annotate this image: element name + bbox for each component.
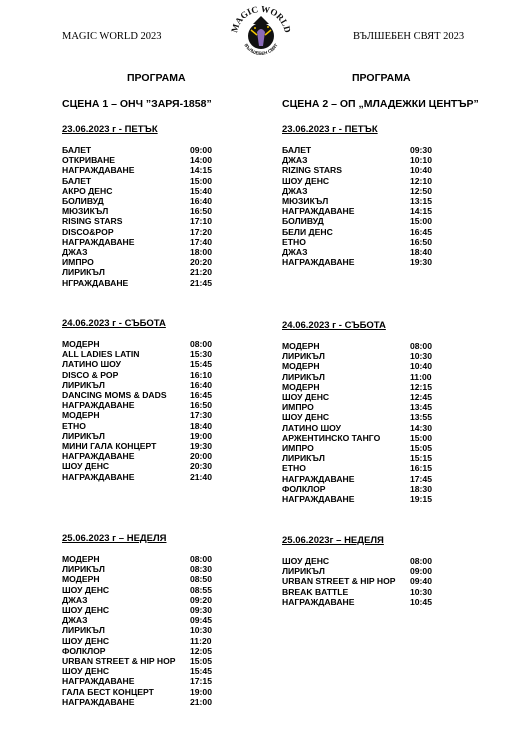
performance-time: 18:40 — [190, 420, 212, 431]
schedule-row — [62, 636, 242, 646]
performance-time: 08:00 — [190, 554, 212, 564]
performance-time: 19:30 — [410, 257, 432, 268]
performance-time: 10:45 — [410, 596, 432, 607]
performance-category: RISING STARS — [62, 216, 123, 227]
schedule-row — [282, 216, 462, 226]
performance-category: ШОУ ДЕНС — [62, 635, 110, 646]
stage2-day-25 — [282, 535, 462, 607]
performance-time: 16:50 — [190, 206, 212, 217]
performance-category: ГАЛА БЕСТ КОНЦЕРТ — [62, 686, 154, 697]
performance-time: 17:30 — [190, 410, 212, 421]
schedule-row — [62, 605, 242, 615]
schedule-row — [62, 554, 242, 564]
schedule-row — [282, 351, 462, 361]
performance-category: ЛИРИКЪЛ — [282, 453, 325, 464]
schedule-row — [282, 402, 462, 412]
performance-time: 16:50 — [410, 236, 432, 247]
schedule-row — [62, 247, 242, 257]
svg-text:ВЪЛШЕБЕН СВЯТ: ВЪЛШЕБЕН СВЯТ — [243, 42, 279, 56]
performance-time: 10:30 — [410, 586, 432, 597]
schedule-row — [62, 431, 242, 441]
performance-category: ДЖАЗ — [282, 247, 308, 258]
performance-category: ЛИРИКЪЛ — [282, 351, 325, 362]
performance-category: АРЖЕНТИНСКО ТАНГО — [282, 432, 381, 443]
schedule-row — [282, 372, 462, 382]
schedule-row — [62, 278, 242, 288]
performance-category: ЛИРИКЪЛ — [62, 379, 105, 390]
schedule-row — [282, 576, 462, 586]
schedule-row — [62, 196, 242, 206]
schedule-row — [62, 687, 242, 697]
schedule-row — [282, 597, 462, 607]
schedule-list — [62, 339, 242, 482]
header-event-name-bg: ВЪЛШЕБЕН СВЯТ 2023 — [353, 31, 465, 42]
performance-category: ШОУ ДЕНС — [282, 175, 330, 186]
performance-time: 15:40 — [190, 185, 212, 196]
performance-category: ALL LADIES LATIN — [62, 349, 140, 360]
performance-category: ШОУ ДЕНС — [282, 392, 330, 403]
performance-time: 21:00 — [190, 696, 212, 707]
performance-category: НАГРАЖДАВАНЕ — [282, 473, 355, 484]
performance-category: МОДЕРН — [282, 361, 320, 372]
schedule-row — [62, 145, 242, 155]
schedule-row — [62, 676, 242, 686]
performance-time: 11:00 — [410, 371, 432, 382]
performance-category: ШОУ ДЕНС — [62, 584, 110, 595]
performance-category: ФОЛКЛОР — [62, 645, 106, 656]
performance-time: 12:45 — [410, 392, 432, 403]
header-event-name-en: MAGIC WORLD 2023 — [62, 31, 162, 42]
schedule-row — [62, 646, 242, 656]
schedule-row — [282, 587, 462, 597]
performance-time: 20:20 — [190, 257, 212, 268]
performance-category: ЛИРИКЪЛ — [62, 267, 105, 278]
performance-time: 13:55 — [410, 412, 432, 423]
performance-time: 16:40 — [190, 379, 212, 390]
performance-time: 16:45 — [410, 226, 432, 237]
performance-time: 14:15 — [190, 165, 212, 176]
schedule-list — [282, 145, 462, 267]
performance-category: МОДЕРН — [62, 339, 100, 349]
performance-category: ДЖАЗ — [282, 155, 308, 166]
performance-category: АКРО ДЕНС — [62, 185, 113, 196]
performance-time: 09:30 — [410, 145, 432, 155]
schedule-row — [282, 566, 462, 576]
performance-time: 14:00 — [190, 155, 212, 166]
performance-time: 14:30 — [410, 422, 432, 433]
performance-time: 15:30 — [190, 349, 212, 360]
performance-category: DISCO & POP — [62, 369, 119, 380]
performance-category: БОЛИВУД — [282, 216, 324, 227]
performance-time: 09:40 — [410, 576, 432, 587]
schedule-list — [282, 341, 462, 504]
performance-time: 15:05 — [410, 443, 432, 454]
performance-time: 10:40 — [410, 361, 432, 372]
performance-category: URBAN STREET & HIP HOP — [62, 656, 176, 667]
performance-category: НАГРАЖДАВАНЕ — [62, 451, 135, 462]
performance-category: ЛИРИКЪЛ — [62, 564, 105, 575]
schedule-row — [62, 155, 242, 165]
performance-time: 15:45 — [190, 359, 212, 370]
schedule-row — [282, 155, 462, 165]
performance-category: БАЛЕТ — [282, 145, 312, 155]
schedule-list — [282, 556, 462, 607]
schedule-row — [282, 423, 462, 433]
schedule-row — [282, 227, 462, 237]
performance-time: 18:00 — [190, 247, 212, 258]
schedule-list — [62, 145, 242, 288]
performance-category: ДЖАЗ — [62, 247, 88, 258]
stage1-program-title: ПРОГРАМА — [127, 72, 186, 84]
performance-time: 15:05 — [190, 656, 212, 667]
performance-time: 18:30 — [410, 483, 432, 494]
performance-time: 19:30 — [190, 441, 212, 452]
performance-time: 08:00 — [410, 341, 432, 351]
performance-time: 15:00 — [410, 216, 432, 227]
schedule-row — [282, 361, 462, 371]
schedule-row — [62, 451, 242, 461]
performance-category: ЛИРИКЪЛ — [62, 625, 105, 636]
performance-time: 10:30 — [190, 625, 212, 636]
performance-category: МИНИ ГАЛА КОНЦЕРТ — [62, 441, 157, 452]
schedule-row — [62, 237, 242, 247]
day-title: 24.06.2023 г - СЪБОТА — [282, 320, 386, 331]
day-title: 25.06.2023 г – НЕДЕЛЯ — [62, 533, 167, 544]
performance-time: 21:45 — [190, 277, 212, 288]
performance-category: BREAK BATTLE — [282, 586, 349, 597]
magic-world-logo — [229, 2, 293, 66]
performance-category: МОДЕРН — [62, 574, 100, 585]
performance-category: ЕТНО — [282, 236, 306, 247]
schedule-row — [62, 564, 242, 574]
performance-time: 13:15 — [410, 196, 432, 207]
schedule-row — [282, 237, 462, 247]
stage1-day-24 — [62, 318, 242, 482]
day-title: 25.06.2023г – НЕДЕЛЯ — [282, 535, 384, 546]
performance-category: ЛИРИКЪЛ — [282, 566, 325, 577]
schedule-row — [282, 412, 462, 422]
performance-time: 18:40 — [410, 247, 432, 258]
stage1-day-23 — [62, 124, 242, 288]
performance-category: НАГРАЖДАВАНЕ — [282, 494, 355, 505]
stage2-day-23 — [282, 124, 462, 267]
schedule-row — [282, 556, 462, 566]
performance-category: БАЛЕТ — [62, 145, 92, 155]
performance-time: 08:00 — [190, 339, 212, 349]
stage2-day-24 — [282, 320, 462, 504]
svg-text:MAGIC WORLD: MAGIC WORLD — [229, 3, 293, 34]
schedule-row — [62, 390, 242, 400]
performance-category: ФОЛКЛОР — [282, 483, 326, 494]
schedule-row — [282, 186, 462, 196]
schedule-row — [62, 186, 242, 196]
performance-time: 08:50 — [190, 574, 212, 585]
performance-time: 13:45 — [410, 402, 432, 413]
performance-time: 09:45 — [190, 615, 212, 626]
schedule-row — [282, 165, 462, 175]
schedule-row — [62, 400, 242, 410]
performance-category: ЕТНО — [62, 420, 86, 431]
schedule-row — [282, 247, 462, 257]
performance-category: URBAN STREET & HIP HOP — [282, 576, 396, 587]
performance-category: ДЖАЗ — [62, 594, 88, 605]
schedule-row — [62, 574, 242, 584]
schedule-row — [62, 206, 242, 216]
stage1-title: СЦЕНА 1 – ОНЧ ”ЗАРЯ-1858” — [62, 98, 212, 110]
schedule-row — [62, 421, 242, 431]
performance-time: 16:45 — [190, 390, 212, 401]
performance-category: ИМПРО — [282, 402, 314, 413]
schedule-row — [62, 461, 242, 471]
performance-time: 09:00 — [410, 566, 432, 577]
stage2-title: СЦЕНА 2 – ОП „МЛАДЕЖКИ ЦЕНТЪР” — [282, 98, 479, 110]
performance-category: БОЛИВУД — [62, 196, 104, 207]
schedule-list — [62, 554, 242, 707]
performance-category: НАГРАЖДАВАНЕ — [282, 206, 355, 217]
performance-category: ШОУ ДЕНС — [282, 412, 330, 423]
performance-category: НАГРАЖДАВАНЕ — [62, 696, 135, 707]
performance-time: 21:20 — [190, 267, 212, 278]
schedule-row — [62, 257, 242, 267]
performance-time: 17:20 — [190, 226, 212, 237]
performance-time: 16:40 — [190, 196, 212, 207]
performance-time: 19:00 — [190, 686, 212, 697]
performance-time: 09:30 — [190, 605, 212, 616]
performance-category: НАГРАЖДАВАНЕ — [282, 596, 355, 607]
performance-category: МОДЕРН — [62, 410, 100, 421]
performance-category: DANCING MOMS & DADS — [62, 390, 167, 401]
performance-category: ИМПРО — [282, 443, 314, 454]
performance-time: 08:30 — [190, 564, 212, 575]
performance-category: ЕТНО — [282, 463, 306, 474]
schedule-row — [282, 206, 462, 216]
schedule-row — [282, 453, 462, 463]
performance-category: ЛАТИНО ШОУ — [282, 422, 341, 433]
performance-time: 15:00 — [410, 432, 432, 443]
performance-time: 08:00 — [410, 556, 432, 566]
stage2-program-title: ПРОГРАМА — [352, 72, 411, 84]
performance-time: 14:15 — [410, 206, 432, 217]
performance-time: 19:00 — [190, 430, 212, 441]
performance-time: 20:00 — [190, 451, 212, 462]
schedule-row — [62, 656, 242, 666]
schedule-row — [62, 349, 242, 359]
performance-time: 20:30 — [190, 461, 212, 472]
performance-time: 15:00 — [190, 175, 212, 186]
performance-time: 11:20 — [190, 635, 212, 646]
schedule-row — [282, 392, 462, 402]
performance-category: RIZING STARS — [282, 165, 342, 176]
schedule-row — [62, 339, 242, 349]
performance-time: 15:15 — [410, 453, 432, 464]
performance-time: 17:15 — [190, 676, 212, 687]
day-title: 23.06.2023 г - ПЕТЪК — [62, 124, 158, 135]
performance-category: ДЖАЗ — [62, 615, 88, 626]
schedule-row — [62, 370, 242, 380]
schedule-row — [62, 216, 242, 226]
day-title: 23.06.2023 г - ПЕТЪК — [282, 124, 378, 135]
performance-category: МОДЕРН — [62, 554, 100, 564]
performance-category: МЮЗИКЪЛ — [282, 196, 329, 207]
performance-category: МЮЗИКЪЛ — [62, 206, 109, 217]
schedule-row — [282, 474, 462, 484]
schedule-row — [282, 341, 462, 351]
schedule-row — [62, 472, 242, 482]
schedule-row — [62, 267, 242, 277]
schedule-row — [282, 257, 462, 267]
schedule-row — [62, 625, 242, 635]
schedule-row — [62, 585, 242, 595]
performance-category: МОДЕРН — [282, 381, 320, 392]
schedule-row — [282, 382, 462, 392]
schedule-row — [282, 176, 462, 186]
schedule-row — [62, 227, 242, 237]
performance-category: МОДЕРН — [282, 341, 320, 351]
schedule-row — [282, 196, 462, 206]
performance-time: 12:05 — [190, 645, 212, 656]
performance-time: 09:20 — [190, 594, 212, 605]
performance-time: 09:00 — [190, 145, 212, 155]
performance-time: 19:15 — [410, 494, 432, 505]
performance-time: 10:30 — [410, 351, 432, 362]
performance-category: НАГРАЖДАВАНЕ — [62, 471, 135, 482]
performance-time: 17:10 — [190, 216, 212, 227]
performance-time: 16:10 — [190, 369, 212, 380]
schedule-row — [62, 666, 242, 676]
performance-time: 17:45 — [410, 473, 432, 484]
performance-time: 17:40 — [190, 236, 212, 247]
schedule-row — [62, 441, 242, 451]
performance-category: ИМПРО — [62, 257, 94, 268]
performance-category: НАГРАЖДАВАНЕ — [62, 400, 135, 411]
performance-category: НАГРАЖДАВАНЕ — [62, 236, 135, 247]
day-title: 24.06.2023 г - СЪБОТА — [62, 318, 166, 329]
performance-category: ШОУ ДЕНС — [62, 666, 110, 677]
performance-category: НАГРАЖДАВАНЕ — [62, 165, 135, 176]
schedule-row — [282, 145, 462, 155]
performance-time: 10:40 — [410, 165, 432, 176]
performance-time: 15:45 — [190, 666, 212, 677]
performance-category: НАГРАЖДАВАНЕ — [282, 257, 355, 268]
performance-category: БАЛЕТ — [62, 175, 92, 186]
performance-category: ЛИРИКЪЛ — [62, 430, 105, 441]
performance-category: БЕЛИ ДЕНС — [282, 226, 333, 237]
performance-category: НАГРАЖДАВАНЕ — [62, 676, 135, 687]
performance-time: 12:10 — [410, 175, 432, 186]
performance-category: НГРАЖДАВАНЕ — [62, 277, 129, 288]
schedule-row — [62, 359, 242, 369]
schedule-row — [62, 615, 242, 625]
schedule-row — [62, 697, 242, 707]
schedule-row — [62, 176, 242, 186]
performance-category: ЛАТИНО ШОУ — [62, 359, 121, 370]
performance-time: 08:55 — [190, 584, 212, 595]
performance-category: ШОУ ДЕНС — [282, 556, 330, 566]
schedule-row — [62, 410, 242, 420]
performance-time: 16:50 — [190, 400, 212, 411]
schedule-row — [282, 463, 462, 473]
performance-category: ШОУ ДЕНС — [62, 461, 110, 472]
performance-time: 12:50 — [410, 185, 432, 196]
schedule-row — [62, 165, 242, 175]
performance-time: 12:15 — [410, 381, 432, 392]
performance-category: ДЖАЗ — [282, 185, 308, 196]
schedule-row — [282, 443, 462, 453]
stage1-day-25 — [62, 533, 242, 707]
schedule-row — [62, 380, 242, 390]
performance-time: 21:40 — [190, 471, 212, 482]
schedule-row — [282, 484, 462, 494]
schedule-row — [282, 433, 462, 443]
performance-category: ОТКРИВАНЕ — [62, 155, 116, 166]
schedule-row — [62, 595, 242, 605]
performance-time: 10:10 — [410, 155, 432, 166]
performance-time: 16:15 — [410, 463, 432, 474]
performance-category: DISCO&POP — [62, 226, 114, 237]
performance-category: ЛИРИКЪЛ — [282, 371, 325, 382]
schedule-row — [282, 494, 462, 504]
performance-category: ШОУ ДЕНС — [62, 605, 110, 616]
